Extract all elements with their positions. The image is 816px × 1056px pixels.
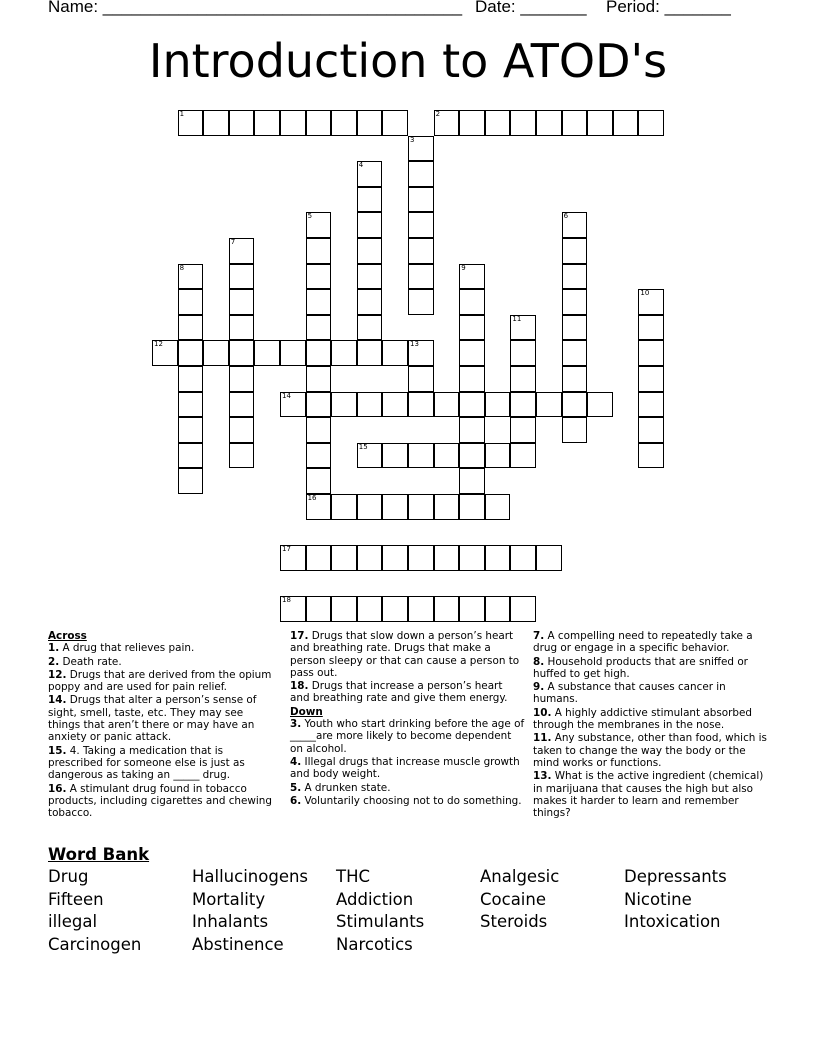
crossword-cell[interactable] — [485, 545, 511, 571]
crossword-cell[interactable] — [510, 443, 536, 469]
crossword-cell[interactable] — [638, 289, 664, 315]
clue-number: 13 — [410, 340, 419, 349]
crossword-cell[interactable] — [485, 443, 511, 469]
crossword-cell[interactable] — [485, 494, 511, 520]
crossword-cell[interactable] — [357, 238, 383, 264]
crossword-cell[interactable] — [638, 340, 664, 366]
crossword-cell[interactable] — [408, 161, 434, 187]
clue-number: 18 — [282, 596, 291, 605]
crossword-cell[interactable] — [562, 340, 588, 366]
crossword-cell[interactable] — [357, 596, 383, 622]
crossword-cell[interactable] — [382, 443, 408, 469]
crossword-cell[interactable] — [306, 494, 332, 520]
clue-number: 5 — [307, 212, 313, 221]
crossword-cell[interactable] — [178, 392, 204, 418]
word-bank-item: Fifteen — [48, 889, 104, 909]
word-bank-item: Inhalants — [192, 912, 269, 931]
crossword-cell[interactable] — [357, 443, 383, 469]
clue-across-12: 12. Drugs that are derived from the opium poppy and are used for pain relief. — [48, 668, 272, 694]
word-bank-title: Word Bank — [48, 845, 150, 864]
crossword-cell[interactable] — [459, 494, 485, 520]
crossword-cell[interactable] — [638, 392, 664, 418]
crossword-cell[interactable] — [178, 340, 204, 366]
clue-number: 7 — [230, 238, 236, 246]
clue-down-5: 5. A drunken state. — [290, 781, 391, 794]
clue-across-16: 16. A stimulant drug found in tobacco products, including cigarettes and chewing tobacco. — [48, 782, 272, 820]
crossword-cell[interactable] — [203, 110, 229, 136]
crossword-cell[interactable] — [536, 110, 562, 136]
word-bank-item: Carcinogen — [48, 934, 142, 954]
crossword-cell[interactable] — [434, 545, 460, 571]
crossword-cell[interactable] — [434, 443, 460, 469]
clue-number: 9 — [461, 263, 466, 272]
crossword-cell[interactable] — [562, 110, 588, 136]
crossword-cell[interactable] — [510, 340, 536, 366]
crossword-cell[interactable] — [331, 596, 357, 622]
clue-across-17: 17. Drugs that slow down a person’s heart and breathing rate. Drugs that make a person sleepy or that can cause a person to pass out. — [290, 630, 520, 679]
crossword-cell[interactable] — [536, 545, 562, 571]
crossword-cell[interactable] — [357, 161, 383, 187]
crossword-cell[interactable] — [562, 289, 588, 315]
crossword-cell[interactable] — [280, 545, 306, 571]
crossword-cell[interactable] — [280, 110, 306, 136]
clue-number: 6 — [563, 212, 569, 221]
date-field[interactable]: Date: _______ — [475, 0, 587, 16]
page-title: Introduction to ATOD's — [148, 34, 668, 88]
word-bank-item: Stimulants — [336, 912, 425, 931]
crossword-cell[interactable] — [331, 110, 357, 136]
crossword-cell[interactable] — [229, 315, 255, 341]
crossword-cell[interactable] — [408, 136, 434, 162]
crossword-cell[interactable] — [485, 110, 511, 136]
crossword-cell[interactable] — [510, 596, 536, 622]
crossword-cell[interactable] — [485, 392, 511, 418]
crossword-cell[interactable] — [280, 340, 306, 366]
word-bank-item: Mortality — [192, 889, 266, 909]
crossword-cell[interactable] — [306, 340, 332, 366]
crossword-cell[interactable] — [229, 443, 255, 469]
crossword-cell[interactable] — [510, 545, 536, 571]
crossword-cell[interactable] — [382, 340, 408, 366]
clues-column-1 — [48, 630, 278, 820]
across-heading: Across — [48, 630, 87, 642]
word-bank-item: illegal — [48, 912, 98, 931]
crossword-cell[interactable] — [408, 264, 434, 290]
crossword-cell[interactable] — [510, 417, 536, 443]
clue-number: 12 — [154, 340, 163, 349]
crossword-cell[interactable] — [331, 545, 357, 571]
clue-down-6: 6. Voluntarily choosing not to do something. — [290, 794, 522, 807]
crossword-cell[interactable] — [306, 443, 332, 469]
word-bank-item: Nicotine — [624, 889, 692, 909]
crossword-cell[interactable] — [357, 212, 383, 238]
crossword-cell[interactable] — [306, 417, 332, 443]
crossword-cell[interactable] — [459, 289, 485, 315]
clue-number: 15 — [358, 442, 368, 451]
clues-column-3 — [533, 630, 768, 820]
crossword-cell[interactable] — [152, 340, 178, 366]
crossword-cell[interactable] — [510, 392, 536, 418]
word-bank-item: Narcotics — [336, 934, 413, 954]
period-field[interactable]: Period: _______ — [606, 0, 731, 16]
word-bank-item: Cocaine — [480, 889, 546, 909]
clue-across-15: 15. 4. Taking a medication that is prescribed for someone else is just as dangerous as taking an _____ drug. — [48, 744, 245, 782]
crossword-cell[interactable] — [178, 110, 204, 136]
crossword-cell[interactable] — [306, 392, 332, 418]
crossword-cell[interactable] — [459, 392, 485, 418]
crossword-cell[interactable] — [254, 110, 280, 136]
word-bank-item: Depressants — [624, 867, 727, 886]
crossword-cell[interactable] — [357, 110, 383, 136]
crossword-cell[interactable] — [306, 212, 332, 238]
crossword-cell[interactable] — [459, 596, 485, 622]
crossword-cell[interactable] — [229, 264, 255, 290]
clue-across-14: 14. Drugs that alter a person’s sense of sight, smell, taste, etc. They may see things that aren’t there or may have an anxiety or panic attack. — [48, 694, 257, 744]
word-bank — [48, 866, 768, 955]
clue-down-4: 4. Illegal drugs that increase muscle growth and body weight. — [290, 755, 520, 781]
crossword-cell[interactable] — [229, 340, 255, 366]
crossword-cell[interactable] — [229, 392, 255, 418]
crossword-cell[interactable] — [331, 494, 357, 520]
clue-down-3: 3. Youth who start drinking before the age of _____are more likely to become dependent on alcohol. — [290, 718, 525, 755]
clue-down-10: 10. A highly addictive stimulant absorbed through the membranes in the nose. — [533, 706, 752, 732]
crossword-cell[interactable] — [254, 340, 280, 366]
crossword-cell[interactable] — [229, 417, 255, 443]
name-field[interactable]: Name: ______________________________________ — [48, 0, 463, 16]
word-bank-item: Analgesic — [480, 867, 560, 886]
clues-column-2 — [290, 630, 525, 808]
clue-down-9: 9. A substance that causes cancer in humans. — [533, 681, 726, 706]
crossword-cell[interactable] — [562, 417, 588, 443]
crossword-cell[interactable] — [510, 110, 536, 136]
crossword-cell[interactable] — [434, 392, 460, 418]
crossword-cell[interactable] — [203, 340, 229, 366]
crossword-cell[interactable] — [408, 545, 434, 571]
crossword-cell[interactable] — [562, 366, 588, 392]
clue-down-13: 13. What is the active ingredient (chemical) in marijuana that causes the high but also makes it harder to learn and remember things? — [533, 770, 764, 820]
clue-across-2: 2. Death rate. — [48, 655, 122, 668]
crossword-cell[interactable] — [229, 366, 255, 392]
crossword-cell[interactable] — [178, 289, 204, 315]
crossword-cell[interactable] — [459, 315, 485, 341]
crossword-cell[interactable] — [587, 110, 613, 136]
down-heading: Down — [290, 705, 323, 718]
crossword-cell[interactable] — [459, 110, 485, 136]
crossword-cell[interactable] — [459, 443, 485, 469]
crossword-cell[interactable] — [638, 443, 664, 469]
crossword-cell[interactable] — [229, 238, 255, 264]
crossword-cell[interactable] — [408, 494, 434, 520]
crossword-cell[interactable] — [306, 366, 332, 392]
clue-down-7: 7. A compelling need to repeatedly take a drug or engage in a specific behavior. — [533, 630, 753, 655]
crossword-cell[interactable] — [331, 392, 357, 418]
crossword-cell[interactable] — [408, 443, 434, 469]
crossword-cell[interactable] — [613, 110, 639, 136]
crossword-cell[interactable] — [562, 212, 588, 238]
crossword-cell[interactable] — [229, 110, 255, 136]
crossword-cell[interactable] — [357, 289, 383, 315]
crossword-cell[interactable] — [434, 596, 460, 622]
word-bank-item: Intoxication — [624, 912, 721, 931]
crossword-cell[interactable] — [638, 315, 664, 341]
clue-down-8: 8. Household products that are sniffed or huffed to get high. — [533, 655, 748, 680]
crossword-cell[interactable] — [459, 264, 485, 290]
word-bank-item: Addiction — [336, 889, 414, 909]
clue-number: 8 — [179, 263, 185, 272]
crossword-cell[interactable] — [306, 596, 332, 622]
crossword-cell[interactable] — [562, 392, 588, 418]
crossword-cell[interactable] — [357, 264, 383, 290]
crossword-cell[interactable] — [178, 366, 204, 392]
crossword-cell[interactable] — [178, 443, 204, 469]
crossword-cell[interactable] — [408, 366, 434, 392]
crossword-cell[interactable] — [331, 340, 357, 366]
crossword-cell[interactable] — [306, 238, 332, 264]
crossword-cell[interactable] — [280, 392, 306, 418]
crossword-cell[interactable] — [562, 238, 588, 264]
clue-number: 17 — [282, 545, 291, 554]
crossword-cell[interactable] — [382, 110, 408, 136]
word-bank-item: Steroids — [480, 912, 548, 931]
crossword-cell[interactable] — [536, 392, 562, 418]
crossword-cell[interactable] — [178, 315, 204, 341]
crossword-cell[interactable] — [562, 315, 588, 341]
crossword-cell[interactable] — [408, 187, 434, 213]
crossword-cell[interactable] — [357, 340, 383, 366]
clue-number: 10 — [640, 289, 650, 298]
crossword-cell[interactable] — [459, 468, 485, 494]
crossword-cell[interactable] — [382, 545, 408, 571]
crossword-cell[interactable] — [408, 238, 434, 264]
crossword-cell[interactable] — [306, 110, 332, 136]
clue-number: 4 — [358, 161, 364, 170]
crossword-cell[interactable] — [638, 417, 664, 443]
crossword-cell[interactable] — [510, 315, 536, 341]
word-bank-item: Hallucinogens — [192, 867, 309, 886]
crossword-cell[interactable] — [408, 289, 434, 315]
word-bank-item: THC — [336, 867, 371, 886]
crossword-cell[interactable] — [408, 212, 434, 238]
crossword-cell[interactable] — [229, 289, 255, 315]
clue-across-1: 1. A drug that relieves pain. — [48, 642, 195, 655]
crossword-cell[interactable] — [459, 417, 485, 443]
word-bank-item: Drug — [48, 867, 89, 886]
crossword-cell[interactable] — [459, 545, 485, 571]
crossword-cell[interactable] — [178, 264, 204, 290]
crossword-cell[interactable] — [638, 110, 664, 136]
crossword-cell[interactable] — [357, 315, 383, 341]
crossword-cell[interactable] — [306, 545, 332, 571]
crossword-cell[interactable] — [357, 545, 383, 571]
crossword-cell[interactable] — [434, 494, 460, 520]
crossword-cell[interactable] — [306, 264, 332, 290]
crossword-cell[interactable] — [357, 187, 383, 213]
crossword-cell[interactable] — [382, 596, 408, 622]
crossword-cell[interactable] — [587, 392, 613, 418]
crossword-cell[interactable] — [306, 315, 332, 341]
crossword-cell[interactable] — [382, 392, 408, 418]
crossword-cell[interactable] — [382, 494, 408, 520]
crossword-cell[interactable] — [306, 289, 332, 315]
crossword-cell[interactable] — [510, 366, 536, 392]
crossword-cell[interactable] — [408, 340, 434, 366]
crossword-cell[interactable] — [280, 596, 306, 622]
crossword-cell[interactable] — [408, 392, 434, 418]
clue-number: 2 — [435, 110, 441, 118]
crossword-cell[interactable] — [459, 340, 485, 366]
clue-number: 1 — [179, 110, 185, 118]
clue-down-11: 11. Any substance, other than food, which is taken to change the way the body or the mind works or functions. — [533, 732, 767, 769]
clue-across-18: 18. Drugs that increase a person’s heart and breathing rate and give them energy. — [290, 680, 508, 705]
crossword-cell[interactable] — [434, 110, 460, 136]
clue-number: 14 — [282, 391, 291, 400]
crossword-cell[interactable] — [408, 596, 434, 622]
crossword-cell[interactable] — [638, 366, 664, 392]
clue-number: 16 — [307, 494, 317, 502]
crossword-cell[interactable] — [562, 264, 588, 290]
crossword-cell[interactable] — [178, 417, 204, 443]
crossword-cell[interactable] — [357, 392, 383, 418]
word-bank-item: Abstinence — [192, 934, 284, 954]
crossword-cell[interactable] — [178, 468, 204, 494]
clue-number: 3 — [410, 135, 415, 144]
crossword-cell[interactable] — [459, 366, 485, 392]
crossword-cell[interactable] — [357, 494, 383, 520]
crossword-cell[interactable] — [306, 468, 332, 494]
crossword-cell[interactable] — [485, 596, 511, 622]
clue-number: 11 — [512, 314, 522, 323]
